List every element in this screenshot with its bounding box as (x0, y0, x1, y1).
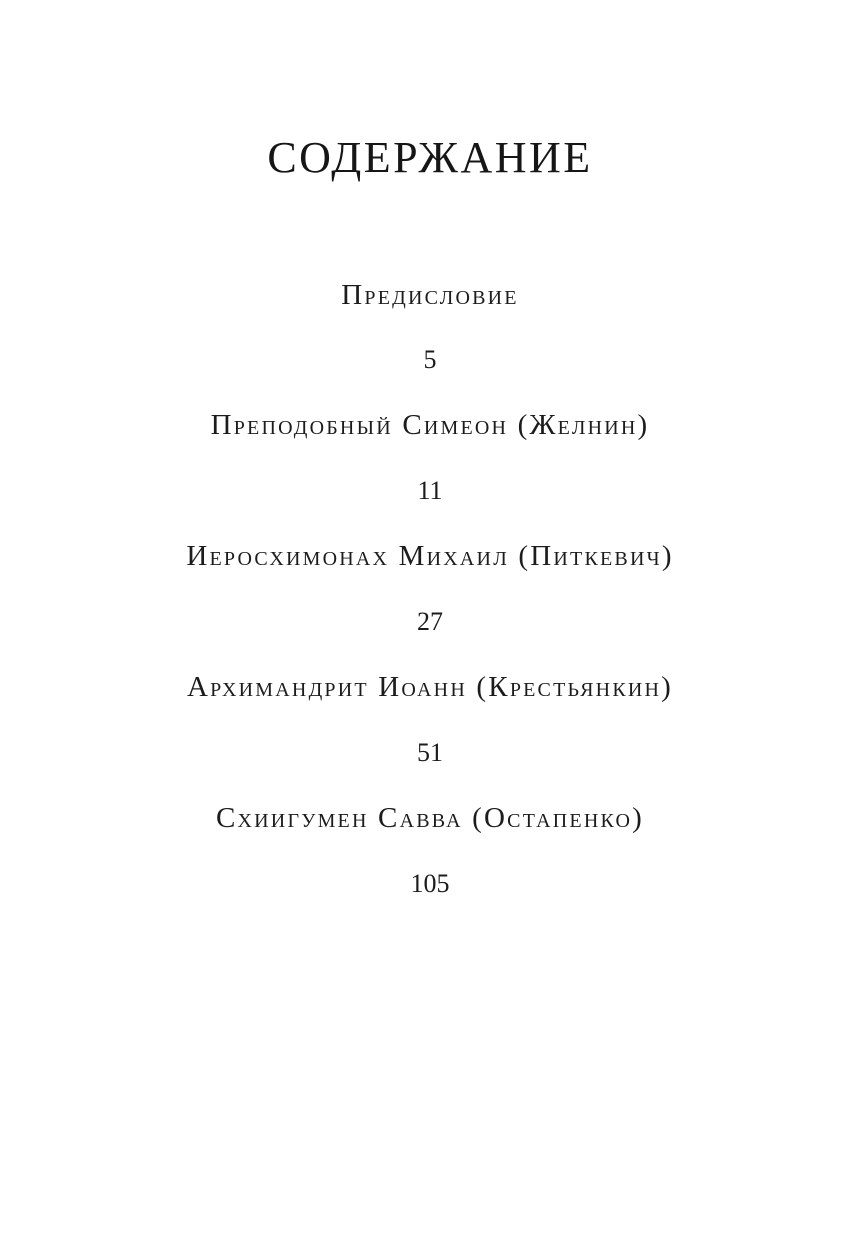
toc-entry-title[interactable]: Схиигумен Савва (Остапенко) (215, 802, 645, 834)
toc-entry-page-number[interactable]: 51 (417, 738, 443, 767)
page-title: СОДЕРЖАНИЕ (267, 133, 593, 182)
toc-entry-page-number[interactable]: 11 (417, 476, 443, 505)
toc-entry-page-number[interactable]: 5 (423, 345, 437, 374)
toc-entry-title[interactable]: Преподобный Симеон (Желнин) (210, 409, 650, 441)
toc-entry-title[interactable]: Архимандрит Иоанн (Крестьянкин) (186, 671, 674, 703)
toc-entry-page-number[interactable]: 105 (410, 869, 450, 898)
toc-entry-title[interactable]: Предисловие (341, 279, 519, 311)
toc-entry-title[interactable]: Иеросхимонах Михаил (Питкевич) (186, 540, 674, 572)
toc-entry-page-number[interactable]: 27 (417, 607, 443, 636)
